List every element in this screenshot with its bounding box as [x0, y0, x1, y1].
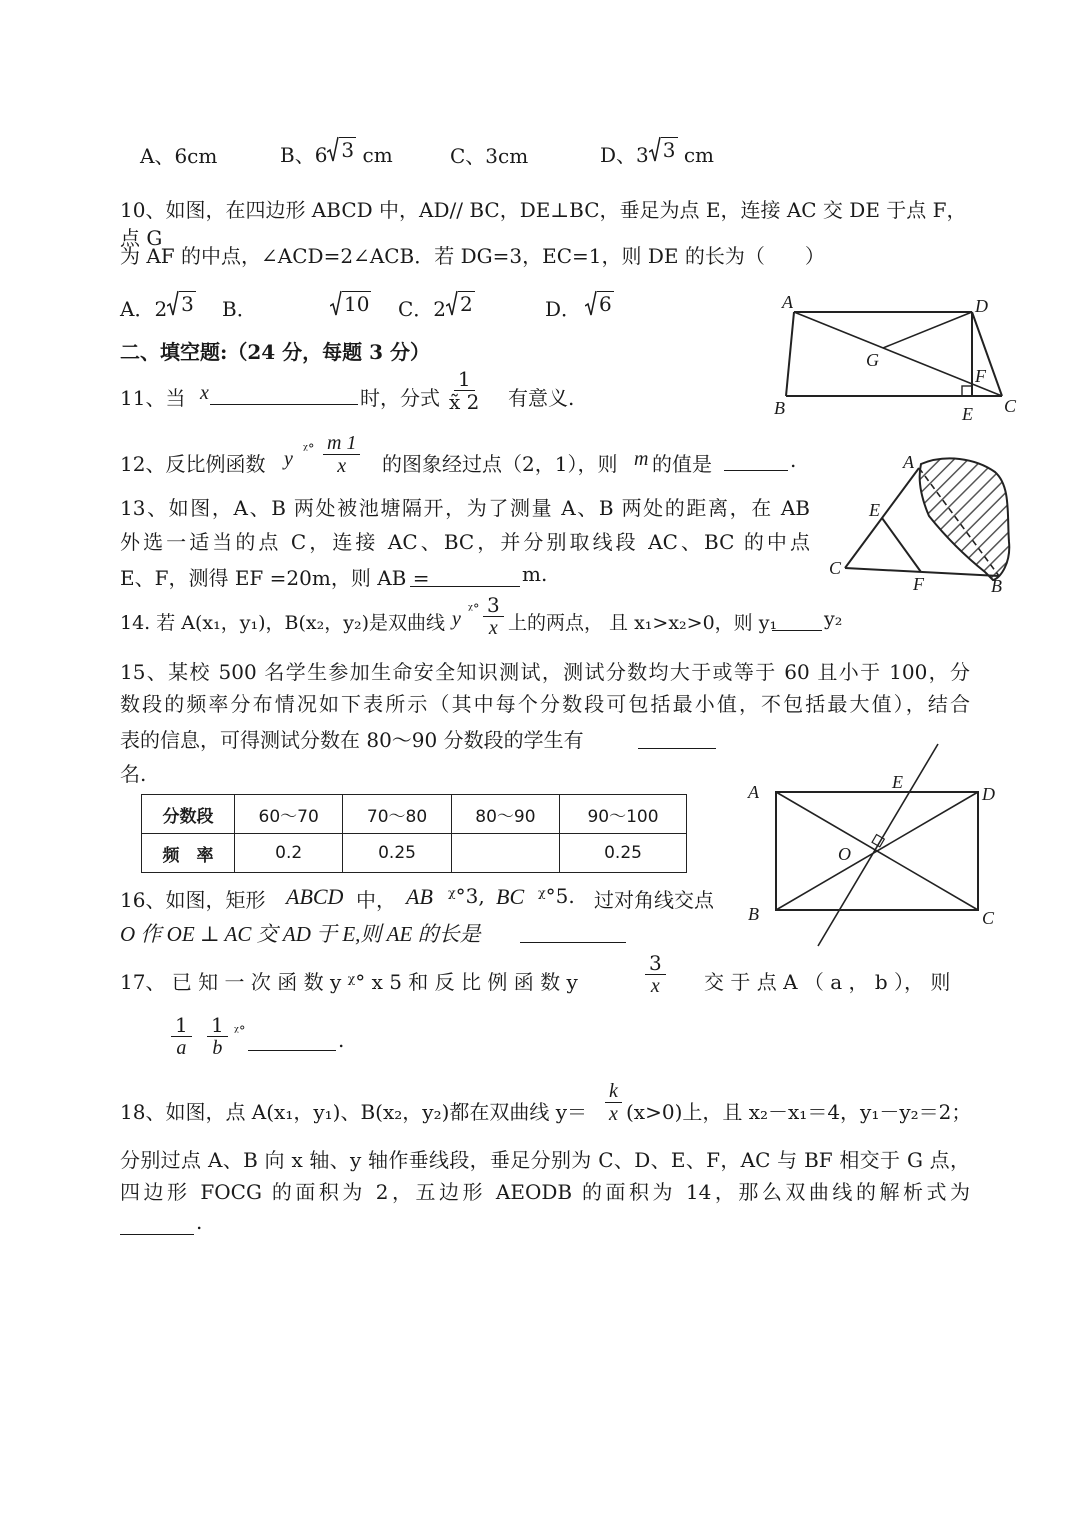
q12 — [120, 432, 810, 492]
q12-m: m — [634, 448, 649, 470]
q16-line2 — [120, 918, 640, 948]
q13-line1: 13、如图，A、B 两处被池塘隔开，为了测量 A、B 两处的距离，在 AB — [120, 496, 810, 520]
q11-numerator: 1 — [454, 368, 475, 391]
q9-option-b-radicand: 3 — [341, 138, 355, 162]
q14-answer-blank[interactable] — [772, 608, 822, 631]
q14 — [120, 594, 850, 654]
q16-line2-text: O 作 OE ⊥ AC 交 AD 于 E,则 AE 的长是 — [120, 922, 481, 946]
q16-bc: BC — [496, 884, 525, 909]
q10-option-a — [120, 290, 196, 322]
q17-line1 — [120, 952, 970, 1012]
q17-f2-denominator: b — [212, 1037, 223, 1059]
q18-line3: 四边形 FOCG 的面积为 2，五边形 AEODB 的面积为 14，那么双曲线的解析式为 — [120, 1180, 970, 1204]
q16-text: 16、如图，矩形 — [120, 888, 266, 912]
q9-option-a: A、6cm — [140, 144, 218, 168]
q17-text: 17、 已 知 一 次 函 数 y ᵡ° x 5 和 反 比 例 函 数 y — [120, 970, 578, 994]
q10-line2: 为 AF 的中点，∠ACD=2∠ACB．若 DG=3，EC=1，则 DE 的长为（ ） — [120, 244, 825, 268]
q17-fraction-b — [204, 1014, 231, 1059]
q10-option-a-prefix: A．2 — [120, 297, 168, 321]
fig13-label-c: C — [829, 558, 842, 578]
fig13-label-b: B — [991, 576, 1002, 596]
q12-prefix: 12、反比例函数 — [120, 452, 266, 476]
q10-option-d-radicand: 6 — [599, 292, 612, 316]
fig10-label-f: F — [975, 366, 986, 386]
fig16-label-e: E — [892, 772, 903, 792]
q17-fraction-a — [168, 1014, 195, 1059]
table-cell: 0.25 — [560, 834, 687, 873]
q11-suffix: 有意义. — [508, 386, 575, 410]
fig10-label-a: A — [782, 292, 793, 312]
fig10-label-c: C — [1004, 396, 1017, 416]
q13-line3-text: E、F，测得 EF =20m，则 AB = — [120, 566, 430, 590]
q10-line1: 10、如图，在四边形 ABCD 中，AD// BC，DE⊥BC，垂足为点 E，连接 AC 交 DE 于点 F，点 G — [120, 198, 967, 250]
q9-option-d-prefix: D、3 — [600, 143, 649, 167]
q11-prefix: 11、当 — [120, 386, 186, 410]
q17-denominator: x — [650, 975, 660, 997]
q15-answer-blank[interactable] — [638, 726, 716, 749]
table-cell: 0.25 — [343, 834, 451, 873]
q16-ab-value: ᵡ°3, — [448, 884, 485, 908]
q17-f1-denominator: a — [176, 1037, 187, 1059]
q9-option-b-prefix: B、6 — [280, 143, 328, 167]
q17-end: . — [338, 1028, 345, 1052]
table-cell: 0.2 — [235, 834, 343, 873]
sqrt-symbol — [330, 290, 371, 316]
q17-line2 — [168, 1014, 368, 1074]
q14-numerator: 3 — [483, 594, 504, 617]
q12-equals-glyph: ᵡ° — [303, 442, 315, 457]
q18-numerator: k — [605, 1080, 622, 1103]
q17-equals-glyph: ᵡ° — [234, 1024, 246, 1039]
sqrt-symbol — [327, 136, 356, 162]
fig16-label-c: C — [982, 908, 995, 928]
q18-answer-blank[interactable] — [120, 1212, 194, 1235]
sqrt-symbol — [446, 290, 475, 316]
q11-denominator: x̃ 2 — [449, 390, 480, 414]
q10-option-b: B． — [222, 297, 257, 321]
q14-fraction — [480, 594, 507, 639]
q10-option-b-value — [330, 290, 371, 321]
q10-option-b-radicand: 10 — [344, 292, 370, 316]
fig10-label-d: D — [975, 296, 988, 316]
q18-end: . — [196, 1210, 203, 1234]
q18-line1 — [120, 1080, 970, 1140]
q10-option-d: D． — [545, 297, 582, 321]
q9-option-d — [600, 136, 714, 168]
q14-equals-glyph: ᵡ° — [468, 602, 480, 617]
q9-option-c: C、3cm — [450, 144, 529, 168]
q9-option-d-radicand: 3 — [662, 138, 676, 162]
q14-denominator: x — [488, 617, 498, 639]
q17-fraction — [642, 952, 669, 997]
q17-f1-numerator: 1 — [171, 1014, 192, 1037]
q10-options — [120, 290, 640, 320]
q18-text: 18、如图，点 A(x₁，y₁)、B(x₂，y₂)都在双曲线 y＝ — [120, 1100, 588, 1124]
q14-prefix: 14. 若 A(x₁，y₁)，B(x₂，y₂)是双曲线 — [120, 612, 445, 634]
fig13-label-f: F — [913, 574, 924, 594]
q12-y: y — [284, 448, 293, 470]
table-row — [142, 795, 687, 834]
table-cell: 60～70 — [235, 795, 343, 834]
table-cell: 80～90 — [451, 795, 559, 834]
q18-line2: 分别过点 A、B 向 x 轴、y 轴作垂线段，垂足分别为 C、D、E、F，AC 与 BF 相交于 G 点， — [120, 1148, 970, 1172]
q17-f2-numerator: 1 — [207, 1014, 228, 1037]
q10-option-a-radicand: 3 — [181, 292, 194, 316]
q12-denominator: x — [337, 455, 347, 477]
q11-fraction — [442, 368, 486, 413]
q9-option-d-unit: cm — [677, 143, 715, 167]
q18-denominator: x — [609, 1103, 618, 1125]
fig16-label-d: D — [982, 784, 995, 804]
q12-text-2: 的值是 — [652, 452, 712, 476]
q17-answer-blank[interactable] — [248, 1028, 336, 1051]
q15-line4: 名. — [120, 762, 147, 786]
q16-abcd: ABCD — [286, 884, 344, 909]
q15-line3-text: 表的信息，可得测试分数在 80～90 分数段的学生有 — [120, 728, 584, 752]
q9-option-b — [280, 136, 393, 168]
sqrt-symbol — [585, 290, 614, 316]
q17-numerator: 3 — [645, 952, 666, 975]
q15-line3 — [120, 724, 720, 752]
fig10-label-b: B — [774, 398, 785, 418]
q12-text: 的图象经过点（2，1），则 — [382, 452, 618, 476]
q16-bc-value: ᵡ°5. — [538, 884, 575, 908]
sqrt-symbol — [649, 136, 678, 162]
table-cell[interactable] — [451, 834, 559, 873]
q16-line1 — [120, 884, 720, 914]
q11-answer-blank[interactable] — [210, 382, 358, 405]
q17-text-2: 交 于 点 A （ a ， b ）， 则 — [704, 970, 951, 994]
fig10-quadrilateral — [770, 290, 1030, 430]
q16-text-3: 过对角线交点 — [594, 888, 714, 912]
q16-answer-blank[interactable] — [520, 920, 626, 943]
q10-option-c — [398, 290, 475, 322]
fig10-label-g: G — [866, 350, 879, 370]
table-row — [142, 834, 687, 873]
fig13-label-e: E — [869, 500, 880, 520]
q15-frequency-table — [141, 794, 687, 873]
q9-option-b-unit: cm — [356, 143, 393, 167]
q10-option-c-radicand: 2 — [460, 292, 473, 316]
q11-middle: 时，分式 — [360, 386, 440, 410]
fig16-label-b: B — [748, 904, 759, 924]
q11 — [120, 368, 640, 428]
q12-answer-blank[interactable] — [724, 448, 788, 471]
q10-option-c-prefix: C．2 — [398, 297, 447, 321]
fig16-label-o: O — [838, 844, 851, 864]
q13-line3 — [120, 562, 550, 590]
q12-end: . — [790, 448, 797, 472]
fig10-label-e: E — [962, 404, 973, 424]
q18-text-2: (x>0)上，且 x₂－x₁＝4，y₁－y₂＝2； — [626, 1100, 972, 1124]
table-cell: 70～80 — [343, 795, 451, 834]
q18-fraction — [602, 1080, 625, 1125]
fig13-label-a: A — [903, 452, 914, 472]
q9-options — [140, 140, 780, 170]
q16-ab: AB — [406, 884, 433, 909]
q16-text-2: 中， — [356, 888, 396, 912]
table-cell: 分数段 — [142, 795, 235, 834]
q12-fraction — [320, 432, 363, 477]
table-cell: 频 率 — [142, 834, 235, 873]
section-heading: 二、填空题:（24 分，每题 3 分） — [120, 340, 431, 364]
q12-numerator: m 1 — [323, 432, 360, 455]
q13-line2: 外选一适当的点 C，连接 AC、BC，并分别取线段 AC、BC 的中点 — [120, 530, 810, 554]
fig16-label-a: A — [748, 782, 759, 802]
fig13-pond — [825, 446, 1025, 596]
q13-answer-blank[interactable] — [410, 564, 520, 587]
q11-variable: x — [200, 382, 209, 404]
q13-end: m. — [522, 562, 548, 586]
q18-line4 — [120, 1210, 240, 1238]
q14-end: y₂ — [824, 608, 843, 630]
q10-option-d-value — [585, 290, 614, 321]
q15-line2: 数段的频率分布情况如下表所示（其中每个分数段可包括最小值，不包括最大值），结合 — [120, 692, 970, 716]
fig16-rectangle — [740, 740, 1030, 950]
sqrt-symbol — [167, 290, 196, 316]
q15-line1: 15、某校 500 名学生参加生命安全知识测试，测试分数均大于或等于 60 且小于 100，分 — [120, 660, 970, 684]
q14-y: y — [452, 608, 461, 630]
q14-text: 上的两点， 且 x₁>x₂>0，则 y₁ — [508, 612, 778, 634]
table-cell: 90～100 — [560, 795, 687, 834]
